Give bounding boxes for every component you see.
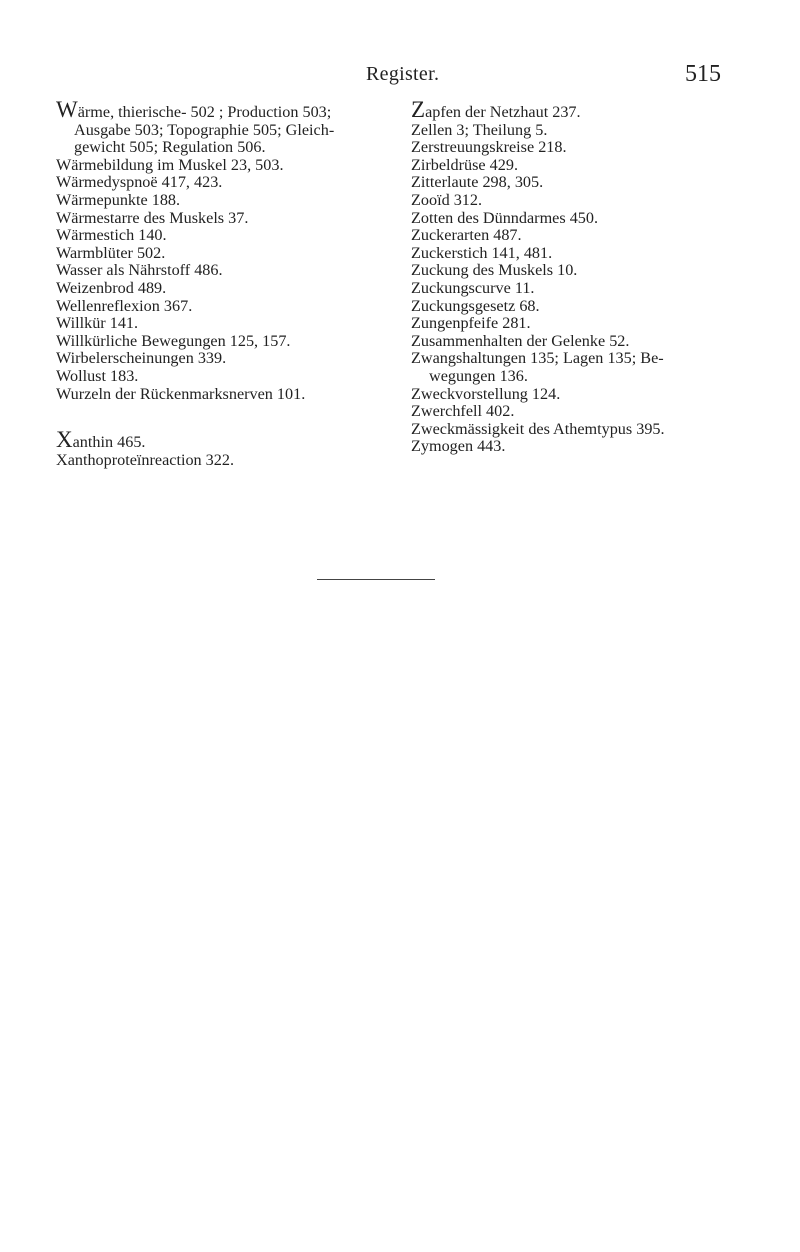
index-entry-text: Zuckungscurve 11. [411, 278, 535, 297]
index-column-left [56, 97, 386, 469]
index-entry [56, 97, 386, 122]
index-entry [411, 97, 791, 122]
index-entry-text: Wärmepunkte 188. [56, 190, 181, 209]
index-entry [411, 298, 791, 316]
end-rule [317, 579, 435, 580]
index-entry [56, 333, 386, 351]
index-entry-continuation [56, 139, 386, 157]
page-number: 515 [685, 61, 721, 87]
index-entry-text: wegungen 136. [429, 366, 528, 385]
index-entry-text: Wollust 183. [56, 366, 139, 385]
index-entry [411, 421, 791, 439]
index-entry-continuation [411, 368, 791, 386]
index-entry [56, 227, 386, 245]
index-entry [411, 350, 791, 368]
index-entry [411, 210, 791, 228]
index-entry-text: Zirbeldrüse 429. [411, 155, 518, 174]
index-entry [411, 192, 791, 210]
index-entry [411, 174, 791, 192]
index-entry-text: Zusammenhalten der Gelenke 52. [411, 331, 630, 350]
index-entry-text: Wurzeln der Rückenmarksnerven 101. [56, 384, 306, 403]
index-entry-text: Ausgabe 503; Topographie 505; Gleich- [74, 120, 335, 139]
index-entry [56, 368, 386, 386]
index-entry-text: Zwerchfell 402. [411, 402, 515, 421]
index-entry [56, 210, 386, 228]
index-entry-text: anthin 465. [72, 433, 146, 452]
index-entry-text: Zooïd 312. [411, 190, 483, 209]
section-gap [56, 403, 386, 431]
index-entry-text: Willkür 141. [56, 314, 139, 333]
index-entry-text: Zweckvorstellung 124. [411, 384, 561, 403]
index-entry-text: Warmblüter 502. [56, 243, 166, 262]
index-entry [56, 157, 386, 175]
section-initial-letter: X [56, 427, 73, 453]
index-entry-text: Wärmedyspnoë 417, 423. [56, 173, 223, 192]
index-entry [56, 452, 386, 470]
running-header-title: Register. [366, 63, 440, 85]
index-entry-text: Wärmebildung im Muskel 23, 503. [56, 155, 284, 174]
section-initial-letter: W [56, 97, 78, 122]
index-entry [56, 280, 386, 298]
index-entry-text: ärme, thierische- 502 ; Production 503; [77, 103, 332, 121]
index-entry-text: Zellen 3; Theilung 5. [411, 120, 548, 139]
index-entry [56, 174, 386, 192]
index-entry-text: Zungenpfeife 281. [411, 314, 531, 333]
index-entry [56, 386, 386, 404]
index-entry [411, 403, 791, 421]
index-entry [56, 315, 386, 333]
index-entry [411, 386, 791, 404]
index-entry [411, 262, 791, 280]
index-entry [411, 280, 791, 298]
index-entry-text: Weizenbrod 489. [56, 278, 167, 297]
index-entry-text: Zwangshaltungen 135; Lagen 135; Be- [411, 349, 664, 368]
index-entry-text: Zweckmässigkeit des Athemtypus 395. [411, 419, 665, 438]
index-entry-text: Zitterlaute 298, 305. [411, 173, 544, 192]
index-entry [56, 350, 386, 368]
index-entry [56, 298, 386, 316]
index-entry [411, 157, 791, 175]
index-entry-text: Zymogen 443. [411, 437, 506, 456]
index-entry [56, 262, 386, 280]
index-entry-text: Zerstreuungskreise 218. [411, 138, 567, 157]
index-entry [411, 438, 791, 456]
index-entry-continuation [56, 122, 386, 140]
index-entry-text: gewicht 505; Regulation 506. [74, 138, 266, 157]
index-entry-text: Willkürliche Bewegungen 125, 157. [56, 331, 291, 350]
index-entry-text: Wirbelerscheinungen 339. [56, 349, 227, 368]
index-entry [56, 427, 386, 453]
index-entry [56, 245, 386, 263]
index-entry-text: Xanthoproteïnreaction 322. [56, 450, 235, 469]
index-entry [411, 315, 791, 333]
index-entry-text: Zuckungsgesetz 68. [411, 296, 540, 315]
index-entry-text: Zotten des Dünndarmes 450. [411, 208, 599, 227]
index-column-right [411, 97, 791, 456]
index-entry-text: Zuckerstich 141, 481. [411, 243, 553, 262]
index-entry-text: Zuckung des Muskels 10. [411, 261, 578, 280]
index-entry-text: Zuckerarten 487. [411, 226, 522, 245]
index-entry [411, 227, 791, 245]
index-entry [411, 333, 791, 351]
index-entry [56, 192, 386, 210]
index-entry-text: Wärmestich 140. [56, 226, 167, 245]
index-entry-text: Wärmestarre des Muskels 37. [56, 208, 249, 227]
section-initial-letter: Z [411, 97, 426, 122]
index-entry-text: Wasser als Nährstoff 486. [56, 261, 223, 280]
index-entry-text: Wellenreflexion 367. [56, 296, 193, 315]
index-entry [411, 122, 791, 140]
index-entry [411, 139, 791, 157]
index-entry [411, 245, 791, 263]
index-entry-text: apfen der Netzhaut 237. [425, 103, 581, 121]
